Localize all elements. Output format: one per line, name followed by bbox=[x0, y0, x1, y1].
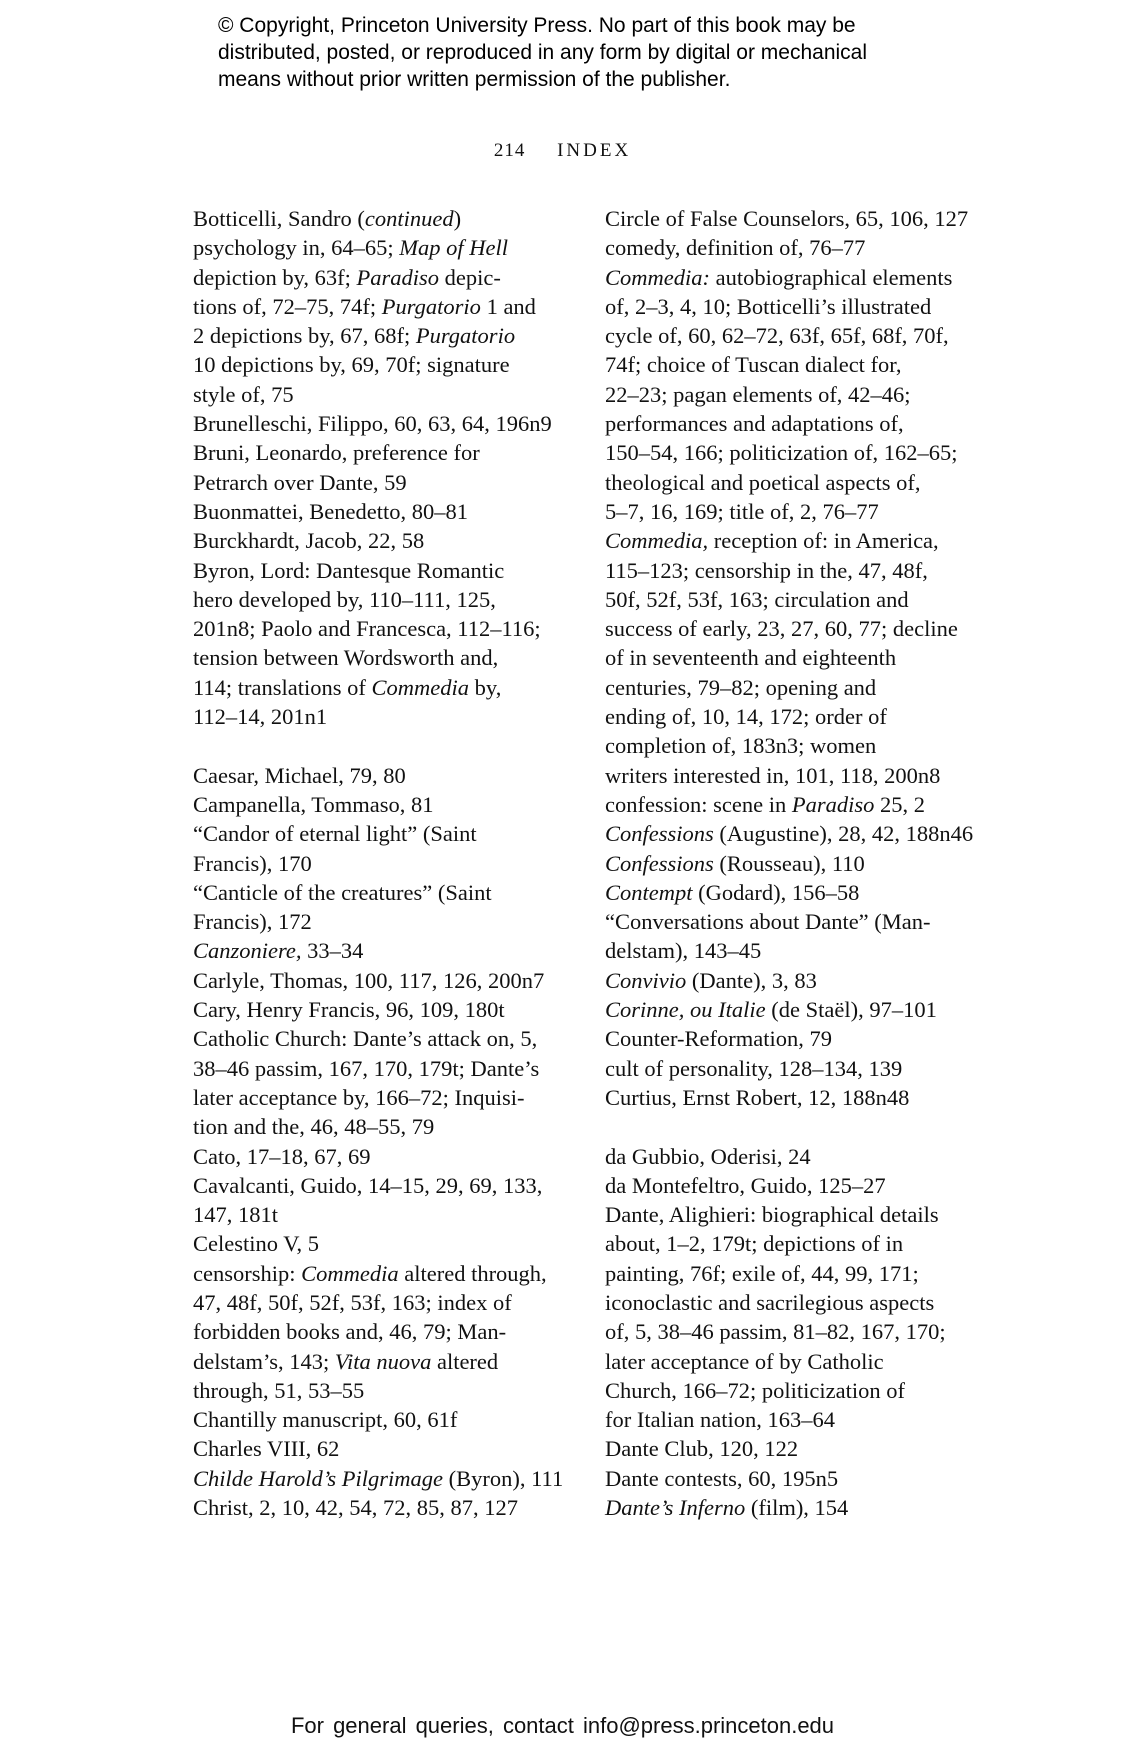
index-entry-line: 5–7, 16, 169; title of, 2, 76–77 bbox=[605, 498, 879, 524]
index-entry bbox=[193, 790, 573, 819]
index-entry bbox=[605, 204, 980, 233]
index-entry-line: 201n8; Paolo and Francesca, 112–116; bbox=[193, 616, 541, 642]
index-entry bbox=[193, 1171, 573, 1230]
index-entry-line: Catholic Church: Dante’s attack on, 5, bbox=[193, 1026, 538, 1052]
index-entry-line: 10 depictions by, 69, 70f; signature bbox=[193, 352, 510, 378]
index-entry bbox=[193, 819, 573, 878]
index-entry bbox=[605, 878, 980, 907]
index-entry-line: later acceptance by, 166–72; Inquisi- bbox=[193, 1084, 525, 1110]
index-entry-line: of, 2–3, 4, 10; Botticelli’s illustrated bbox=[605, 293, 932, 319]
index-entry-line: Byron, Lord: Dantesque Romantic bbox=[193, 557, 505, 583]
index-entry-line: confession: scene in Paradiso 25, 2 bbox=[605, 791, 925, 817]
index-entry-line: Confessions (Rousseau), 110 bbox=[605, 850, 865, 876]
index-entry-line: ending of, 10, 14, 172; order of bbox=[605, 704, 887, 730]
index-entry-line: Christ, 2, 10, 42, 54, 72, 85, 87, 127 bbox=[193, 1495, 519, 1521]
index-entry bbox=[193, 1024, 573, 1141]
index-entry-line: “Canticle of the creatures” (Saint bbox=[193, 879, 492, 905]
index-entry bbox=[193, 1405, 573, 1434]
index-entry-line: Campanella, Tommaso, 81 bbox=[193, 791, 434, 817]
index-entry-line: 150–54, 166; politicization of, 162–65; bbox=[605, 440, 958, 466]
index-entry bbox=[605, 263, 980, 527]
index-entry-line: style of, 75 bbox=[193, 381, 294, 407]
index-entry-line: cult of personality, 128–134, 139 bbox=[605, 1055, 903, 1081]
index-entry-line: Cato, 17–18, 67, 69 bbox=[193, 1143, 371, 1169]
index-entry-line: delstam’s, 143; Vita nuova altered bbox=[193, 1348, 499, 1374]
index-entry bbox=[605, 1493, 980, 1522]
copyright-line: © Copyright, Princeton University Press. No part of this book may be bbox=[218, 14, 856, 37]
index-entry-line: through, 51, 53–55 bbox=[193, 1377, 365, 1403]
index-entry-line: 50f, 52f, 53f, 163; circulation and bbox=[605, 586, 909, 612]
index-entry-line: about, 1–2, 179t; depictions of in bbox=[605, 1231, 904, 1257]
index-entry-line: Carlyle, Thomas, 100, 117, 126, 200n7 bbox=[193, 967, 545, 993]
index-entry bbox=[605, 907, 980, 966]
index-entry-line: Church, 166–72; politicization of bbox=[605, 1377, 905, 1403]
index-entry-line: painting, 76f; exile of, 44, 99, 171; bbox=[605, 1260, 919, 1286]
index-entry-line: 47, 48f, 50f, 52f, 53f, 163; index of bbox=[193, 1289, 512, 1315]
index-entry-line: performances and adaptations of, bbox=[605, 411, 904, 437]
index-entry bbox=[193, 1229, 573, 1258]
index-entry-line: Charles VIII, 62 bbox=[193, 1436, 340, 1462]
index-entry-line: Contempt (Godard), 156–58 bbox=[605, 879, 860, 905]
index-entry-line: Dante, Alighieri: biographical details bbox=[605, 1202, 939, 1228]
index-entry bbox=[605, 995, 980, 1024]
index-entry-line: Childe Harold’s Pilgrimage (Byron), 111 bbox=[193, 1465, 564, 1491]
index-entry-line: Celestino V, 5 bbox=[193, 1231, 320, 1257]
index-entry-line: centuries, 79–82; opening and bbox=[605, 674, 877, 700]
index-entry-line: comedy, definition of, 76–77 bbox=[605, 235, 866, 261]
index-entry bbox=[193, 761, 573, 790]
index-entry bbox=[193, 966, 573, 995]
letter-group-gap bbox=[193, 731, 573, 760]
index-entry bbox=[193, 497, 573, 526]
index-entry bbox=[193, 556, 573, 732]
index-entry-line: Dante’s Inferno (film), 154 bbox=[605, 1495, 849, 1521]
index-entry-line: “Candor of eternal light” (Saint bbox=[193, 821, 477, 847]
index-entry-line: tions of, 72–75, 74f; Purgatorio 1 and bbox=[193, 293, 536, 319]
index-entry-line: Cary, Henry Francis, 96, 109, 180t bbox=[193, 997, 505, 1023]
index-entry-line: censorship: Commedia altered through, bbox=[193, 1260, 547, 1286]
index-entry-line: tion and the, 46, 48–55, 79 bbox=[193, 1114, 435, 1140]
index-entry bbox=[605, 966, 980, 995]
index-entry-line: writers interested in, 101, 118, 200n8 bbox=[605, 762, 941, 788]
index-entry-line: 38–46 passim, 167, 170, 179t; Dante’s bbox=[193, 1055, 540, 1081]
running-head bbox=[0, 140, 1125, 162]
index-entry-line: hero developed by, 110–111, 125, bbox=[193, 586, 496, 612]
index-entry-line: cycle of, 60, 62–72, 63f, 65f, 68f, 70f, bbox=[605, 323, 949, 349]
index-entry-line: theological and poetical aspects of, bbox=[605, 469, 921, 495]
index-entry-line: Corinne, ou Italie (de Staël), 97–101 bbox=[605, 997, 937, 1023]
index-entry-line: 114; translations of Commedia by, bbox=[193, 674, 502, 700]
index-entry bbox=[193, 204, 573, 409]
index-entry-line: Canzoniere, 33–34 bbox=[193, 938, 364, 964]
index-entry-line: da Montefeltro, Guido, 125–27 bbox=[605, 1172, 886, 1198]
index-entry-line: Chantilly manuscript, 60, 61f bbox=[193, 1407, 458, 1433]
index-entry bbox=[605, 1200, 980, 1434]
index-entry-line: Convivio (Dante), 3, 83 bbox=[605, 967, 817, 993]
index-entry-line: success of early, 23, 27, 60, 77; decline bbox=[605, 616, 958, 642]
index-entry-line: psychology in, 64–65; Map of Hell bbox=[193, 235, 508, 261]
index-entry bbox=[605, 1083, 980, 1112]
index-entry bbox=[193, 438, 573, 497]
index-entry bbox=[193, 409, 573, 438]
index-entry-line: Brunelleschi, Filippo, 60, 63, 64, 196n9 bbox=[193, 411, 552, 437]
index-entry bbox=[193, 1464, 573, 1493]
index-entry-line: iconoclastic and sacrilegious aspects bbox=[605, 1289, 935, 1315]
index-entry-line: 147, 181t bbox=[193, 1202, 279, 1228]
index-entry-line: Confessions (Augustine), 28, 42, 188n46 bbox=[605, 821, 974, 847]
index-entry bbox=[193, 1142, 573, 1171]
index-entry bbox=[605, 849, 980, 878]
index-entry bbox=[605, 1434, 980, 1463]
index-entry-line: Dante contests, 60, 195n5 bbox=[605, 1465, 839, 1491]
copyright-line: means without prior written permission of the publisher. bbox=[218, 68, 731, 91]
index-entry bbox=[605, 1024, 980, 1053]
index-entry-line: tension between Wordsworth and, bbox=[193, 645, 499, 671]
index-entry bbox=[605, 233, 980, 262]
index-entry-line: later acceptance of by Catholic bbox=[605, 1348, 884, 1374]
index-entry bbox=[605, 819, 980, 848]
index-entry-line: 115–123; censorship in the, 47, 48f, bbox=[605, 557, 928, 583]
index-entry bbox=[193, 995, 573, 1024]
index-entry bbox=[193, 526, 573, 555]
index-entry bbox=[193, 878, 573, 937]
index-entry-line: da Gubbio, Oderisi, 24 bbox=[605, 1143, 811, 1169]
page-number: 214 bbox=[493, 140, 526, 161]
index-entry-line: Counter-Reformation, 79 bbox=[605, 1026, 832, 1052]
index-entry-line: Bruni, Leonardo, preference for bbox=[193, 440, 480, 466]
index-entry-line: forbidden books and, 46, 79; Man- bbox=[193, 1319, 507, 1345]
index-entry-line: Botticelli, Sandro (continued) bbox=[193, 206, 462, 231]
index-entry bbox=[193, 1493, 573, 1522]
index-entry-line: completion of, 183n3; women bbox=[605, 733, 877, 759]
index-entry-line: Petrarch over Dante, 59 bbox=[193, 469, 407, 495]
index-entry bbox=[193, 1434, 573, 1463]
index-entry-line: 112–14, 201n1 bbox=[193, 704, 328, 730]
index-entry-line: Buonmattei, Benedetto, 80–81 bbox=[193, 498, 468, 524]
index-entry-line: Commedia: autobiographical elements bbox=[605, 264, 953, 290]
index-entry-line: Francis), 170 bbox=[193, 850, 312, 876]
index-entry-line: Caesar, Michael, 79, 80 bbox=[193, 762, 406, 788]
index-entry-line: 2 depictions by, 67, 68f; Purgatorio bbox=[193, 323, 516, 349]
index-entry-line: Dante Club, 120, 122 bbox=[605, 1436, 799, 1462]
index-entry bbox=[605, 1464, 980, 1493]
index-entry-line: Curtius, Ernst Robert, 12, 188n48 bbox=[605, 1084, 910, 1110]
index-entry-line: for Italian nation, 163–64 bbox=[605, 1407, 835, 1433]
index-entry-line: delstam), 143–45 bbox=[605, 938, 762, 964]
index-entry bbox=[193, 936, 573, 965]
index-column-right bbox=[605, 204, 980, 1522]
index-entry-line: “Conversations about Dante” (Man- bbox=[605, 909, 931, 935]
index-entry bbox=[605, 1171, 980, 1200]
index-entry-line: Burckhardt, Jacob, 22, 58 bbox=[193, 528, 425, 554]
index-entry-line: Francis), 172 bbox=[193, 909, 312, 935]
index-entry-line: of, 5, 38–46 passim, 81–82, 167, 170; bbox=[605, 1319, 946, 1345]
index-entry bbox=[605, 1142, 980, 1171]
index-entry bbox=[193, 1259, 573, 1405]
index-entry-line: Circle of False Counselors, 65, 106, 127 bbox=[605, 206, 969, 231]
index-entry bbox=[605, 1054, 980, 1083]
copyright-line: distributed, posted, or reproduced in any form by digital or mechanical bbox=[218, 41, 868, 64]
index-entry-line: depiction by, 63f; Paradiso depic- bbox=[193, 264, 501, 290]
copyright-notice bbox=[218, 12, 978, 93]
index-entry-line: Commedia, reception of: in America, bbox=[605, 528, 939, 554]
index-entry-line: of in seventeenth and eighteenth bbox=[605, 645, 897, 671]
index-entry-line: Cavalcanti, Guido, 14–15, 29, 69, 133, bbox=[193, 1172, 543, 1198]
letter-group-gap bbox=[605, 1112, 980, 1141]
index-entry-line: 22–23; pagan elements of, 42–46; bbox=[605, 381, 911, 407]
index-entry bbox=[605, 790, 980, 819]
index-entry bbox=[605, 526, 980, 790]
index-column-left bbox=[193, 204, 573, 1522]
index-entry-line: 74f; choice of Tuscan dialect for, bbox=[605, 352, 902, 378]
section-title: INDEX bbox=[557, 140, 632, 161]
footer-contact: For general queries, contact info@press.princeton.edu bbox=[290, 1713, 835, 1738]
